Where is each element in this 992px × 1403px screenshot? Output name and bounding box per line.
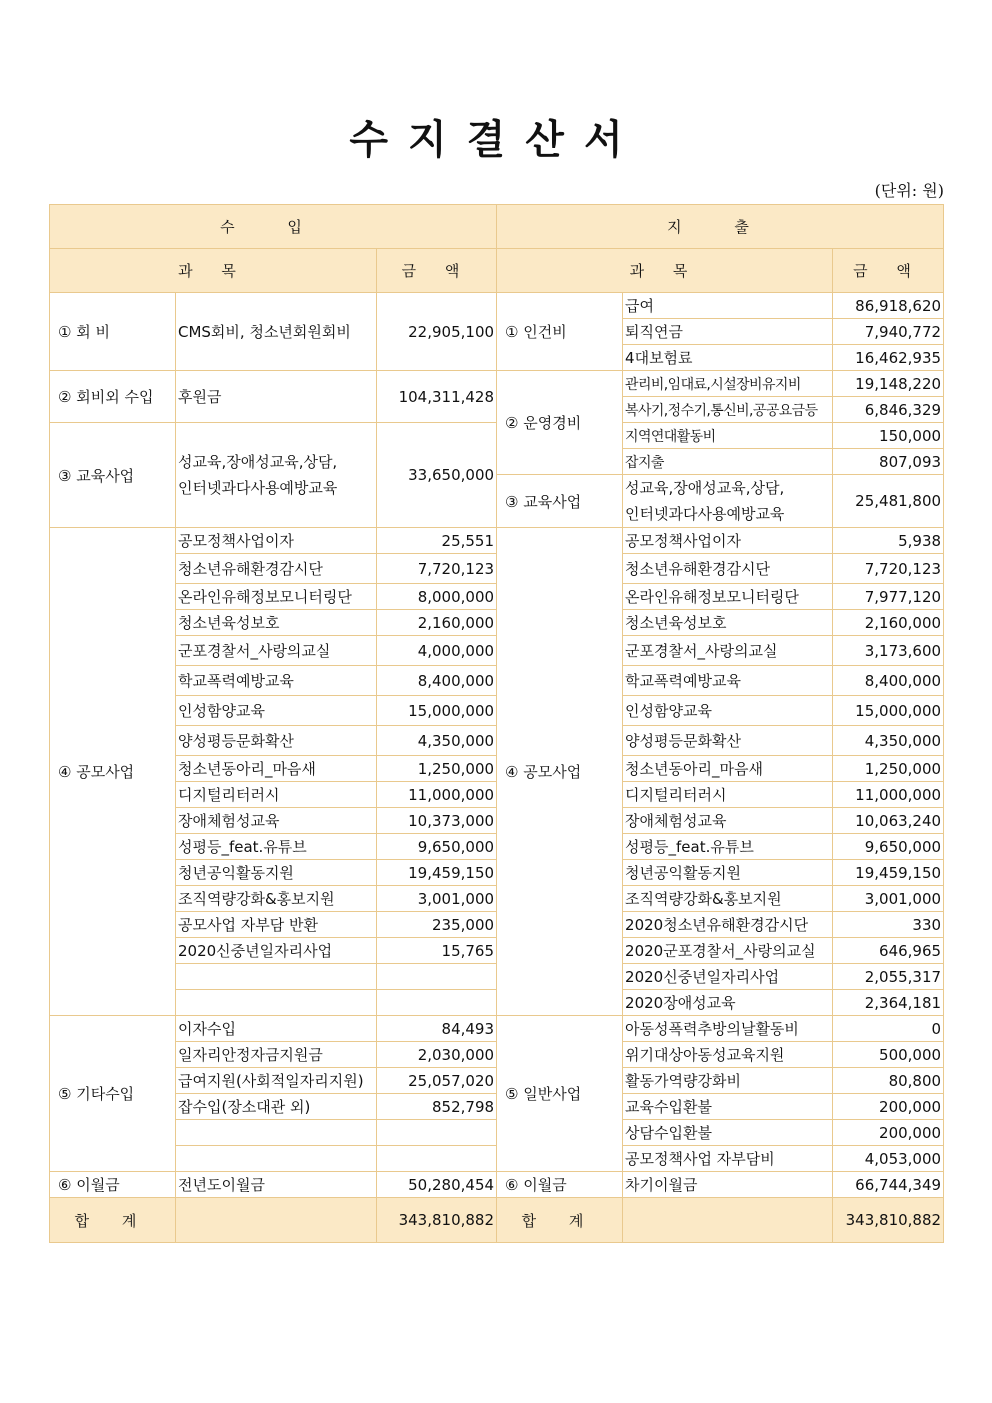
expense-amount: 0 xyxy=(833,1016,944,1042)
expense-item: 공모정책사업이자 xyxy=(623,528,833,554)
expense-amount-header: 금 액 xyxy=(833,249,944,293)
page-title: 수지결산서 xyxy=(349,116,643,163)
expense-amount: 7,720,123 xyxy=(833,554,944,584)
expense-amount: 86,918,620 xyxy=(833,293,944,319)
expense-amount: 646,965 xyxy=(833,938,944,964)
expense-item: 퇴직연금 xyxy=(623,319,833,345)
income-item: 청년공익활동지원 xyxy=(176,860,377,886)
income-total-amount: 343,810,882 xyxy=(377,1198,497,1243)
expense-item: 위기대상아동성교육지원 xyxy=(623,1042,833,1068)
expense-item: 2020청소년유해환경감시단 xyxy=(623,912,833,938)
table-row xyxy=(50,371,944,397)
income-item: 청소년유해환경감시단 xyxy=(176,554,377,584)
income-item: 2020신중년일자리사업 xyxy=(176,938,377,964)
expense-amount: 200,000 xyxy=(833,1120,944,1146)
expense-item: 장애체험성교육 xyxy=(623,808,833,834)
expense-item: 상담수입환불 xyxy=(623,1120,833,1146)
expense-item: 인성함양교육 xyxy=(623,696,833,726)
expense-amount: 2,160,000 xyxy=(833,610,944,636)
expense-category-education: ③ 교육사업 xyxy=(497,475,623,528)
expense-total-blank xyxy=(623,1198,833,1243)
expense-category-public: ④ 공모사업 xyxy=(497,528,623,1016)
expense-amount: 500,000 xyxy=(833,1042,944,1068)
expense-item: 학교폭력예방교육 xyxy=(623,666,833,696)
income-item: 공모정책사업이자 xyxy=(176,528,377,554)
expense-item: 성평등_feat.유튜브 xyxy=(623,834,833,860)
income-item: 급여지원(사회적일자리지원) xyxy=(176,1068,377,1094)
expense-amount: 15,000,000 xyxy=(833,696,944,726)
expense-item: 지역연대활동비 xyxy=(623,423,833,449)
income-item: 일자리안정자금지원금 xyxy=(176,1042,377,1068)
expense-amount: 3,001,000 xyxy=(833,886,944,912)
expense-subject-header: 과 목 xyxy=(497,249,833,293)
income-amount: 1,250,000 xyxy=(377,756,497,782)
income-amount: 19,459,150 xyxy=(377,860,497,886)
expense-amount: 10,063,240 xyxy=(833,808,944,834)
income-category-misc: ⑤ 기타수입 xyxy=(50,1016,176,1172)
income-item: 청소년육성보호 xyxy=(176,610,377,636)
expense-amount: 7,940,772 xyxy=(833,319,944,345)
income-category-carryover: ⑥ 이월금 xyxy=(50,1172,176,1198)
expense-amount: 80,800 xyxy=(833,1068,944,1094)
income-amount: 84,493 xyxy=(377,1016,497,1042)
expense-amount: 16,462,935 xyxy=(833,345,944,371)
income-amount: 4,350,000 xyxy=(377,726,497,756)
expense-amount: 19,148,220 xyxy=(833,371,944,397)
income-item xyxy=(176,964,377,990)
income-amount: 25,057,020 xyxy=(377,1068,497,1094)
income-amount: 2,030,000 xyxy=(377,1042,497,1068)
expense-item: 교육수입환불 xyxy=(623,1094,833,1120)
expense-item: 2020군포경찰서_사랑의교실 xyxy=(623,938,833,964)
expense-item: 4대보험료 xyxy=(623,345,833,371)
income-item xyxy=(176,1146,377,1172)
income-amount xyxy=(377,1120,497,1146)
expense-category-carryover: ⑥ 이월금 xyxy=(497,1172,623,1198)
expense-item: 관리비,임대료,시설장비유지비 xyxy=(623,371,833,397)
expense-amount: 8,400,000 xyxy=(833,666,944,696)
expense-category-operating: ② 운영경비 xyxy=(497,371,623,475)
expense-category-general: ⑤ 일반사업 xyxy=(497,1016,623,1172)
expense-item: 조직역량강화&홍보지원 xyxy=(623,886,833,912)
income-amount-header: 금 액 xyxy=(377,249,497,293)
income-amount: 3,001,000 xyxy=(377,886,497,912)
income-amount: 22,905,100 xyxy=(377,293,497,371)
income-item: 공모사업 자부담 반환 xyxy=(176,912,377,938)
expense-total-amount: 343,810,882 xyxy=(833,1198,944,1243)
income-total-label: 합 계 xyxy=(50,1198,176,1243)
table-row xyxy=(50,293,944,319)
income-total-blank xyxy=(176,1198,377,1243)
income-item: CMS회비, 청소년회원회비 xyxy=(176,293,377,371)
income-item: 온라인유해정보모니터링단 xyxy=(176,584,377,610)
expense-amount: 3,173,600 xyxy=(833,636,944,666)
income-amount: 7,720,123 xyxy=(377,554,497,584)
expense-item: 디지털리터러시 xyxy=(623,782,833,808)
income-amount: 10,373,000 xyxy=(377,808,497,834)
expense-item: 2020장애성교육 xyxy=(623,990,833,1016)
income-header: 수 입 xyxy=(50,205,497,249)
income-amount: 852,798 xyxy=(377,1094,497,1120)
income-amount: 11,000,000 xyxy=(377,782,497,808)
income-amount: 2,160,000 xyxy=(377,610,497,636)
income-amount xyxy=(377,1146,497,1172)
expense-item: 공모정책사업 자부담비 xyxy=(623,1146,833,1172)
income-item: 이자수입 xyxy=(176,1016,377,1042)
income-item: 장애체험성교육 xyxy=(176,808,377,834)
expense-amount: 2,055,317 xyxy=(833,964,944,990)
expense-item: 활동가역량강화비 xyxy=(623,1068,833,1094)
income-item: 성평등_feat.유튜브 xyxy=(176,834,377,860)
expense-amount: 4,053,000 xyxy=(833,1146,944,1172)
expense-amount: 150,000 xyxy=(833,423,944,449)
income-item xyxy=(176,1120,377,1146)
expense-amount: 11,000,000 xyxy=(833,782,944,808)
income-amount xyxy=(377,990,497,1016)
income-amount: 15,765 xyxy=(377,938,497,964)
expense-amount: 66,744,349 xyxy=(833,1172,944,1198)
expense-amount: 6,846,329 xyxy=(833,397,944,423)
expense-item: 2020신중년일자리사업 xyxy=(623,964,833,990)
income-item: 전년도이월금 xyxy=(176,1172,377,1198)
expense-item: 청소년동아리_마음새 xyxy=(623,756,833,782)
expense-amount: 4,350,000 xyxy=(833,726,944,756)
expense-amount: 330 xyxy=(833,912,944,938)
table-row xyxy=(50,528,944,554)
income-amount: 235,000 xyxy=(377,912,497,938)
expense-item: 군포경찰서_사랑의교실 xyxy=(623,636,833,666)
income-amount xyxy=(377,964,497,990)
expense-item: 아동성폭력추방의날활동비 xyxy=(623,1016,833,1042)
income-item: 성교육,장애성교육,상담, 인터넷과다사용예방교육 xyxy=(176,423,377,528)
expense-item: 복사기,정수기,통신비,공공요금등 xyxy=(623,397,833,423)
expense-total-label: 합 계 xyxy=(497,1198,623,1243)
income-subject-header: 과 목 xyxy=(50,249,377,293)
income-amount: 9,650,000 xyxy=(377,834,497,860)
expense-amount: 25,481,800 xyxy=(833,475,944,528)
income-category-public: ④ 공모사업 xyxy=(50,528,176,1016)
totals-row xyxy=(50,1198,944,1243)
expense-amount: 9,650,000 xyxy=(833,834,944,860)
expense-amount: 19,459,150 xyxy=(833,860,944,886)
income-item: 잡수입(장소대관 외) xyxy=(176,1094,377,1120)
expense-item: 성교육,장애성교육,상담, 인터넷과다사용예방교육 xyxy=(623,475,833,528)
income-item: 학교폭력예방교육 xyxy=(176,666,377,696)
expense-amount: 807,093 xyxy=(833,449,944,475)
income-item: 인성함양교육 xyxy=(176,696,377,726)
expense-item: 차기이월금 xyxy=(623,1172,833,1198)
income-category-membership: ① 회 비 xyxy=(50,293,176,371)
income-amount: 25,551 xyxy=(377,528,497,554)
expense-amount: 2,364,181 xyxy=(833,990,944,1016)
expense-item: 청소년유해환경감시단 xyxy=(623,554,833,584)
expense-item: 온라인유해정보모니터링단 xyxy=(623,584,833,610)
income-amount: 50,280,454 xyxy=(377,1172,497,1198)
income-item: 디지털리터러시 xyxy=(176,782,377,808)
income-amount: 104,311,428 xyxy=(377,371,497,423)
income-amount: 33,650,000 xyxy=(377,423,497,528)
income-amount: 8,400,000 xyxy=(377,666,497,696)
table-row xyxy=(50,1016,944,1042)
income-item xyxy=(176,990,377,1016)
expense-amount: 5,938 xyxy=(833,528,944,554)
expense-header: 지 출 xyxy=(497,205,944,249)
expense-category-personnel: ① 인건비 xyxy=(497,293,623,371)
expense-amount: 1,250,000 xyxy=(833,756,944,782)
income-category-education: ③ 교육사업 xyxy=(50,423,176,528)
unit-label: (단위: 원) xyxy=(874,181,944,200)
income-item: 조직역량강화&홍보지원 xyxy=(176,886,377,912)
income-amount: 4,000,000 xyxy=(377,636,497,666)
table-row xyxy=(50,1172,944,1198)
expense-item: 잡지출 xyxy=(623,449,833,475)
income-amount: 8,000,000 xyxy=(377,584,497,610)
expense-item: 양성평등문화확산 xyxy=(623,726,833,756)
expense-item: 청소년육성보호 xyxy=(623,610,833,636)
expense-amount: 7,977,120 xyxy=(833,584,944,610)
income-item: 청소년동아리_마음새 xyxy=(176,756,377,782)
settlement-table xyxy=(49,204,944,1243)
income-item: 후원금 xyxy=(176,371,377,423)
income-amount: 15,000,000 xyxy=(377,696,497,726)
income-item: 양성평등문화확산 xyxy=(176,726,377,756)
expense-amount: 200,000 xyxy=(833,1094,944,1120)
expense-item: 청년공익활동지원 xyxy=(623,860,833,886)
income-category-donation: ② 회비외 수입 xyxy=(50,371,176,423)
income-item: 군포경찰서_사랑의교실 xyxy=(176,636,377,666)
expense-item: 급여 xyxy=(623,293,833,319)
